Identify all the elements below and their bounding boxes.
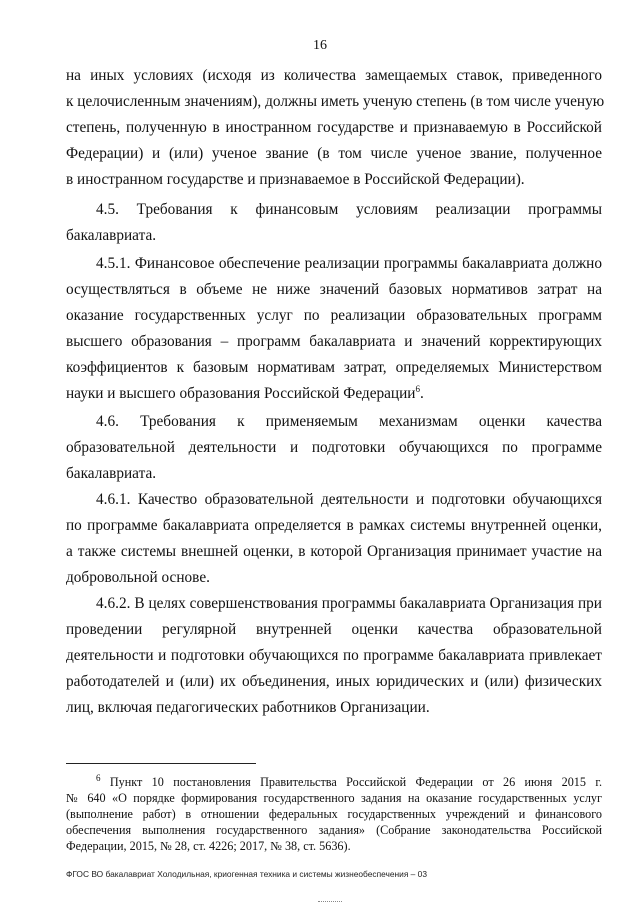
text-line: осуществляться в объеме не ниже значений базовых нормативов затрат на bbox=[66, 281, 602, 298]
text-line: 4.6. Требования к применяемым механизмам оценки качества bbox=[96, 413, 602, 430]
text-line: проведении регулярной внутренней оценки качества образовательной bbox=[66, 621, 602, 638]
footnote-marker: 6 bbox=[96, 772, 101, 783]
text-line-content: науки и высшего образования Российской Федерации bbox=[66, 385, 416, 402]
text-line bbox=[66, 384, 602, 404]
footnote-line bbox=[96, 772, 602, 790]
text-line: по программе бакалавриата определяется в рамках системы внутренней оценки, bbox=[66, 517, 602, 534]
text-line: Федерации) и (или) ученое звание (в том числе ученое звание, полученное bbox=[66, 145, 602, 162]
text-line: в иностранном государстве и признаваемое в Российской Федерации). bbox=[66, 171, 525, 188]
footnote-line: обеспечения выполнения государственного задания» (Собрание законодательства Российской bbox=[66, 823, 602, 837]
text-line: коэффициентов к базовым нормативам затрат, определяемых Министерством bbox=[66, 359, 602, 376]
text-line: оказание государственных услуг по реализации образовательных программ bbox=[66, 307, 602, 324]
page-number: 16 bbox=[313, 38, 327, 53]
text-line: на иных условиях (исходя из количества замещаемых ставок, приведенного bbox=[66, 67, 602, 84]
text-line: 4.5. Требования к финансовым условиям реализации программы bbox=[96, 201, 602, 218]
text-line: деятельности и подготовки обучающихся по программе бакалавриата привлекает bbox=[66, 647, 602, 664]
text-line: образовательной деятельности и подготовки обучающихся по программе bbox=[66, 439, 602, 456]
footnote-reference: 6 bbox=[415, 383, 420, 394]
text-line: 4.6.1. Качество образовательной деятельности и подготовки обучающихся bbox=[96, 491, 602, 508]
text-line: 4.5.1. Финансовое обеспечение реализации программы бакалавриата должно bbox=[96, 255, 602, 272]
document-footer: ФГОС ВО бакалавриат Холодильная, криогенная техника и системы жизнеобеспечения – 03 bbox=[66, 869, 427, 879]
footnote-line: (выполнение работ) в отношении федеральных государственных учреждений и финансового bbox=[66, 807, 602, 821]
text-line: высшего образования – программ бакалавриата и значений корректирующих bbox=[66, 333, 602, 350]
text-line: бакалавриата. bbox=[66, 227, 157, 244]
text-line: бакалавриата. bbox=[66, 465, 157, 482]
footnote-line: № 640 «О порядке формирования государственного задания на оказание государственных услуг bbox=[66, 791, 602, 805]
text-line: 4.6.2. В целях совершенствования программы бакалавриата Организация при bbox=[96, 595, 602, 612]
footnote-separator bbox=[66, 763, 256, 764]
text-line: добровольной основе. bbox=[66, 569, 210, 586]
footnote-text: Пункт 10 постановления Правительства Российской Федерации от 26 июня 2015 г. bbox=[100, 775, 602, 789]
footnote-line: Федерации, 2015, № 28, ст. 4226; 2017, № 38, ст. 5636). bbox=[66, 839, 351, 853]
text-line: лиц, включая педагогических работников Организации. bbox=[66, 699, 430, 716]
scan-artifact bbox=[318, 901, 342, 902]
text-line: а также системы внешней оценки, в которой Организация принимает участие на bbox=[66, 543, 602, 560]
sentence-end: . bbox=[420, 385, 424, 402]
text-line: к целочисленным значениям), должны иметь ученую степень (в том числе ученую bbox=[66, 93, 605, 110]
text-line: степень, полученную в иностранном государстве и признаваемую в Российской bbox=[66, 119, 602, 136]
text-line: работодателей и (или) их объединения, иных юридических и (или) физических bbox=[66, 673, 602, 690]
